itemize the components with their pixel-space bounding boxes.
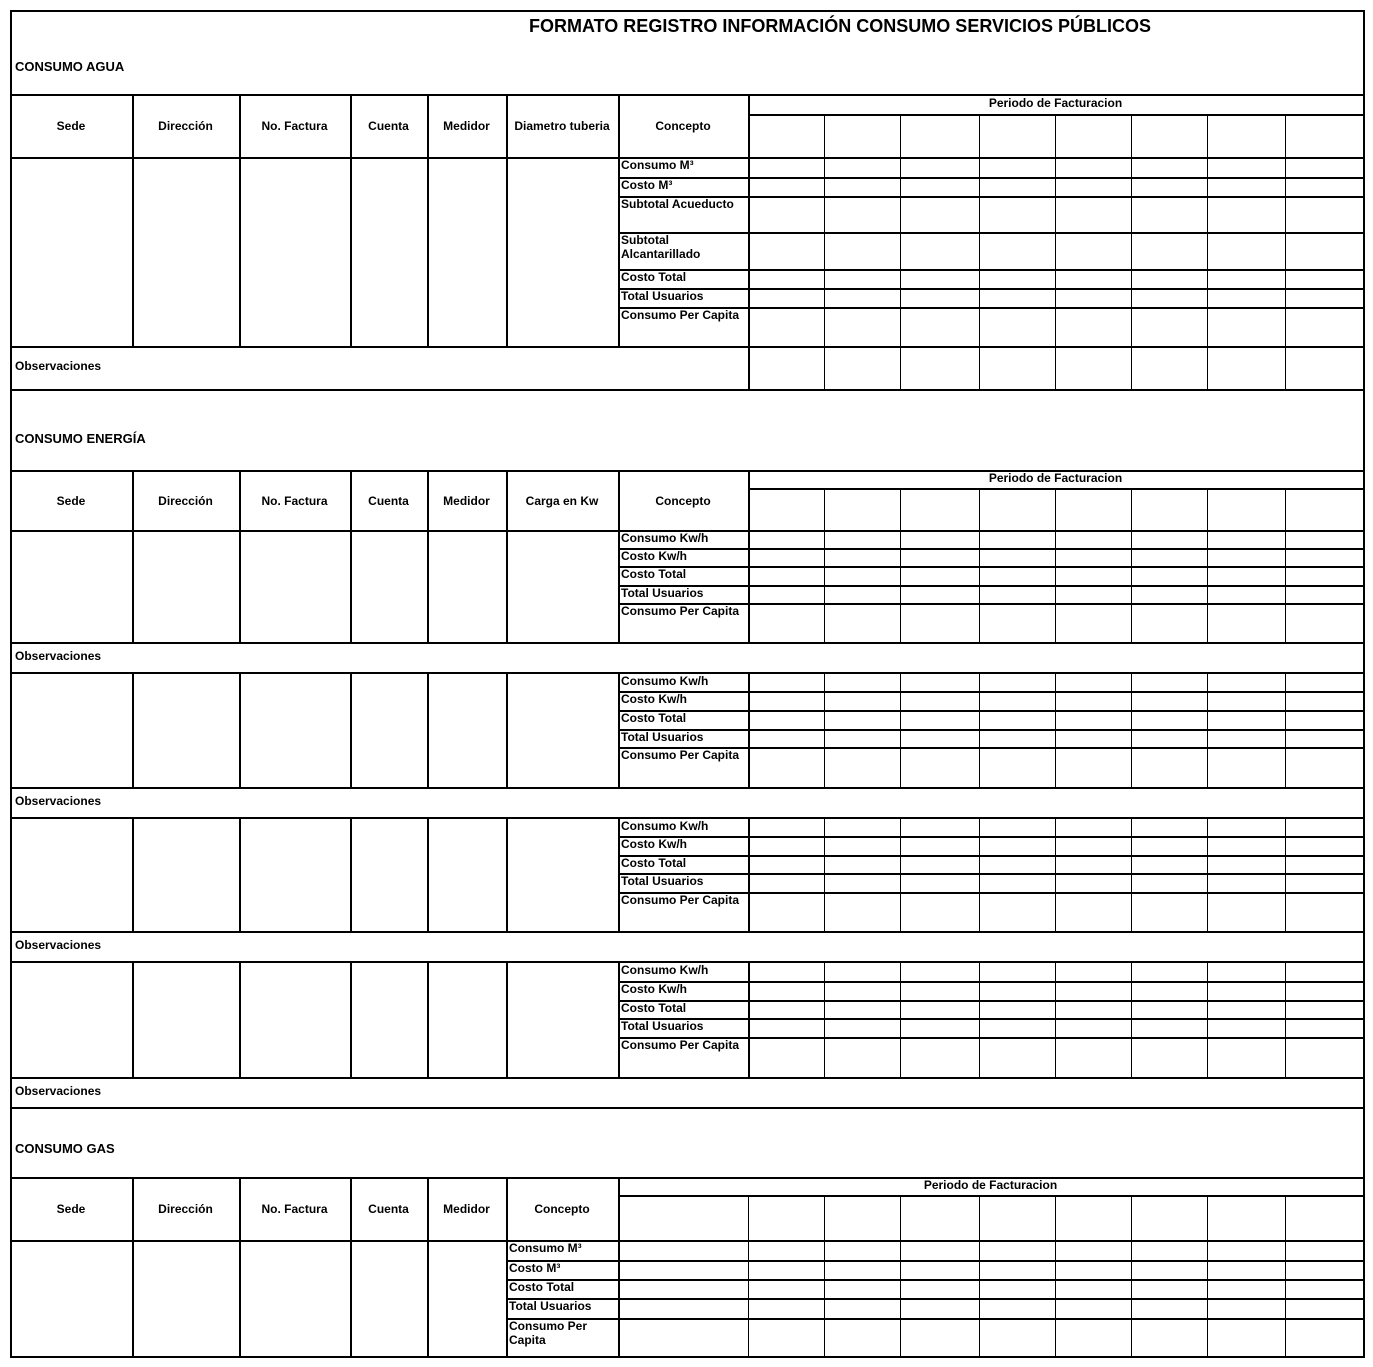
grid-line-v xyxy=(427,962,429,1077)
page-border-left xyxy=(10,10,12,1357)
concept-label: Consumo Per Capita xyxy=(621,748,740,762)
grid-line-v xyxy=(239,470,241,530)
concept-label: Consumo Per Capita xyxy=(509,1319,588,1347)
grid-line-v xyxy=(1285,1195,1286,1356)
grid-line-v xyxy=(506,818,508,931)
grid-line-v xyxy=(132,673,134,787)
observaciones-label: Observaciones xyxy=(15,649,102,663)
column-header: Cuenta xyxy=(368,494,409,508)
grid-line-v xyxy=(1285,488,1286,530)
concept-label: Consumo M³ xyxy=(509,1241,582,1255)
column-header: Carga en Kw xyxy=(525,494,599,508)
grid-line-v xyxy=(506,1177,508,1356)
concept-label: Consumo Per Capita xyxy=(621,604,740,618)
grid-line-v xyxy=(1207,1195,1208,1356)
grid-line-v xyxy=(506,94,508,346)
concept-label: Costo Kw/h xyxy=(621,837,687,851)
grid-line-h xyxy=(506,1298,1363,1300)
grid-line-v xyxy=(239,818,241,931)
grid-line-v xyxy=(350,530,352,642)
grid-line-v xyxy=(132,818,134,931)
periodo-label: Periodo de Facturacion xyxy=(923,1178,1058,1192)
grid-line-v xyxy=(427,673,429,787)
grid-line-v xyxy=(618,1177,620,1356)
grid-line-v xyxy=(350,94,352,346)
grid-line-h xyxy=(10,1107,1363,1109)
grid-line-v xyxy=(350,470,352,530)
periodo-label: Periodo de Facturacion xyxy=(988,96,1123,110)
grid-line-v xyxy=(506,530,508,642)
concept-label: Total Usuarios xyxy=(509,1299,592,1313)
concept-label: Consumo Per Capita xyxy=(621,1038,740,1052)
observaciones-label: Observaciones xyxy=(15,1084,102,1098)
column-header: Dirección xyxy=(158,1202,213,1216)
grid-line-v xyxy=(979,488,980,530)
observaciones-label: Observaciones xyxy=(15,359,102,373)
concept-label: Costo Total xyxy=(621,711,687,725)
grid-line-v xyxy=(1131,114,1132,391)
column-header: Cuenta xyxy=(368,119,409,133)
column-header: Sede xyxy=(56,119,86,133)
concept-label: Costo Kw/h xyxy=(621,982,687,996)
grid-line-h xyxy=(10,389,1363,391)
concept-label: Consumo Per Capita xyxy=(621,893,740,907)
grid-line-v xyxy=(350,818,352,931)
grid-line-v xyxy=(239,1177,241,1356)
concept-label: Costo Total xyxy=(621,270,687,284)
grid-line-v xyxy=(748,1195,749,1356)
grid-line-v xyxy=(132,962,134,1077)
grid-line-v xyxy=(506,673,508,787)
grid-line-v xyxy=(824,488,825,530)
grid-line-v xyxy=(824,114,825,391)
section-title-energia: CONSUMO ENERGÍA xyxy=(15,431,146,446)
grid-line-h xyxy=(10,346,1363,348)
grid-line-v xyxy=(1055,114,1056,391)
concept-label: Consumo Kw/h xyxy=(621,819,709,833)
concept-label: Consumo M³ xyxy=(621,158,694,172)
concept-label: Costo M³ xyxy=(621,178,673,192)
concept-label: Total Usuarios xyxy=(621,1019,704,1033)
grid-line-v xyxy=(1285,114,1286,391)
concept-label: Costo Total xyxy=(621,1001,687,1015)
column-header: Concepto xyxy=(655,494,711,508)
grid-line-h xyxy=(10,1240,1363,1242)
column-header: Concepto xyxy=(655,119,711,133)
column-header: No. Factura xyxy=(261,1202,328,1216)
grid-line-v xyxy=(979,114,980,391)
grid-line-v xyxy=(979,1195,980,1356)
grid-line-h xyxy=(506,1260,1363,1262)
page-border-right xyxy=(1363,10,1365,1357)
section-title-agua: CONSUMO AGUA xyxy=(15,59,125,74)
grid-line-v xyxy=(1207,114,1208,391)
grid-line-v xyxy=(900,1195,901,1356)
column-header: No. Factura xyxy=(261,119,328,133)
concept-label: Total Usuarios xyxy=(621,874,704,888)
section-title-gas: CONSUMO GAS xyxy=(15,1141,115,1156)
grid-line-h xyxy=(506,1279,1363,1281)
grid-line-h xyxy=(10,642,1363,644)
grid-line-v xyxy=(427,470,429,530)
grid-line-h xyxy=(506,1318,1363,1320)
concept-label: Costo Total xyxy=(621,567,687,581)
grid-line-h xyxy=(618,1195,1363,1197)
grid-line-v xyxy=(1207,488,1208,530)
concept-label: Costo Kw/h xyxy=(621,549,687,563)
grid-line-v xyxy=(618,470,620,530)
grid-line-v xyxy=(1131,488,1132,530)
column-header: Dirección xyxy=(158,494,213,508)
grid-line-h xyxy=(10,931,1363,933)
grid-line-v xyxy=(239,673,241,787)
grid-line-v xyxy=(350,673,352,787)
grid-line-v xyxy=(1055,488,1056,530)
concept-label: Costo Total xyxy=(621,856,687,870)
grid-line-v xyxy=(824,1195,825,1356)
grid-line-v xyxy=(900,488,901,530)
grid-line-v xyxy=(506,962,508,1077)
page-title: FORMATO REGISTRO INFORMACIÓN CONSUMO SERVICIOS PÚBLICOS xyxy=(528,16,1152,36)
concept-label: Consumo Kw/h xyxy=(621,674,709,688)
grid-line-v xyxy=(239,94,241,346)
grid-line-v xyxy=(427,1177,429,1356)
concept-label: Costo M³ xyxy=(509,1261,561,1275)
concept-label: Costo Total xyxy=(509,1280,575,1294)
grid-line-v xyxy=(900,114,901,391)
column-header: Diametro tuberia xyxy=(514,119,610,133)
column-header: Medidor xyxy=(443,1202,490,1216)
grid-line-h xyxy=(10,1077,1363,1079)
grid-line-v xyxy=(427,94,429,346)
observaciones-label: Observaciones xyxy=(15,794,102,808)
column-header: Dirección xyxy=(158,119,213,133)
page-border-bottom xyxy=(10,1356,1365,1358)
grid-line-v xyxy=(1131,1195,1132,1356)
observaciones-label: Observaciones xyxy=(15,938,102,952)
column-header: No. Factura xyxy=(261,494,328,508)
grid-line-v xyxy=(239,530,241,642)
grid-line-v xyxy=(132,470,134,530)
page-border-top xyxy=(10,10,1365,12)
concept-label: Consumo Kw/h xyxy=(621,963,709,977)
grid-line-v xyxy=(506,470,508,530)
column-header: Cuenta xyxy=(368,1202,409,1216)
column-header: Sede xyxy=(56,494,86,508)
grid-line-v xyxy=(350,962,352,1077)
periodo-label: Periodo de Facturacion xyxy=(988,471,1123,485)
column-header: Medidor xyxy=(443,494,490,508)
grid-line-v xyxy=(132,530,134,642)
grid-line-h xyxy=(10,787,1363,789)
grid-line-v xyxy=(1055,1195,1056,1356)
concept-label: Total Usuarios xyxy=(621,730,704,744)
grid-line-v xyxy=(132,94,134,346)
grid-line-v xyxy=(748,470,750,530)
column-header: Concepto xyxy=(534,1202,590,1216)
concept-label: Costo Kw/h xyxy=(621,692,687,706)
grid-line-v xyxy=(350,1177,352,1356)
concept-label: Consumo Per Capita xyxy=(621,308,740,322)
grid-line-v xyxy=(427,818,429,931)
column-header: Medidor xyxy=(443,119,490,133)
concept-label: Consumo Kw/h xyxy=(621,531,709,545)
grid-line-v xyxy=(239,962,241,1077)
grid-line-v xyxy=(132,1177,134,1356)
concept-label: Total Usuarios xyxy=(621,586,704,600)
concept-label: Total Usuarios xyxy=(621,289,704,303)
grid-line-v xyxy=(427,530,429,642)
concept-label: Subtotal Acueducto xyxy=(621,197,734,211)
column-header: Sede xyxy=(56,1202,86,1216)
concept-label: Subtotal Alcantarillado xyxy=(621,233,701,261)
